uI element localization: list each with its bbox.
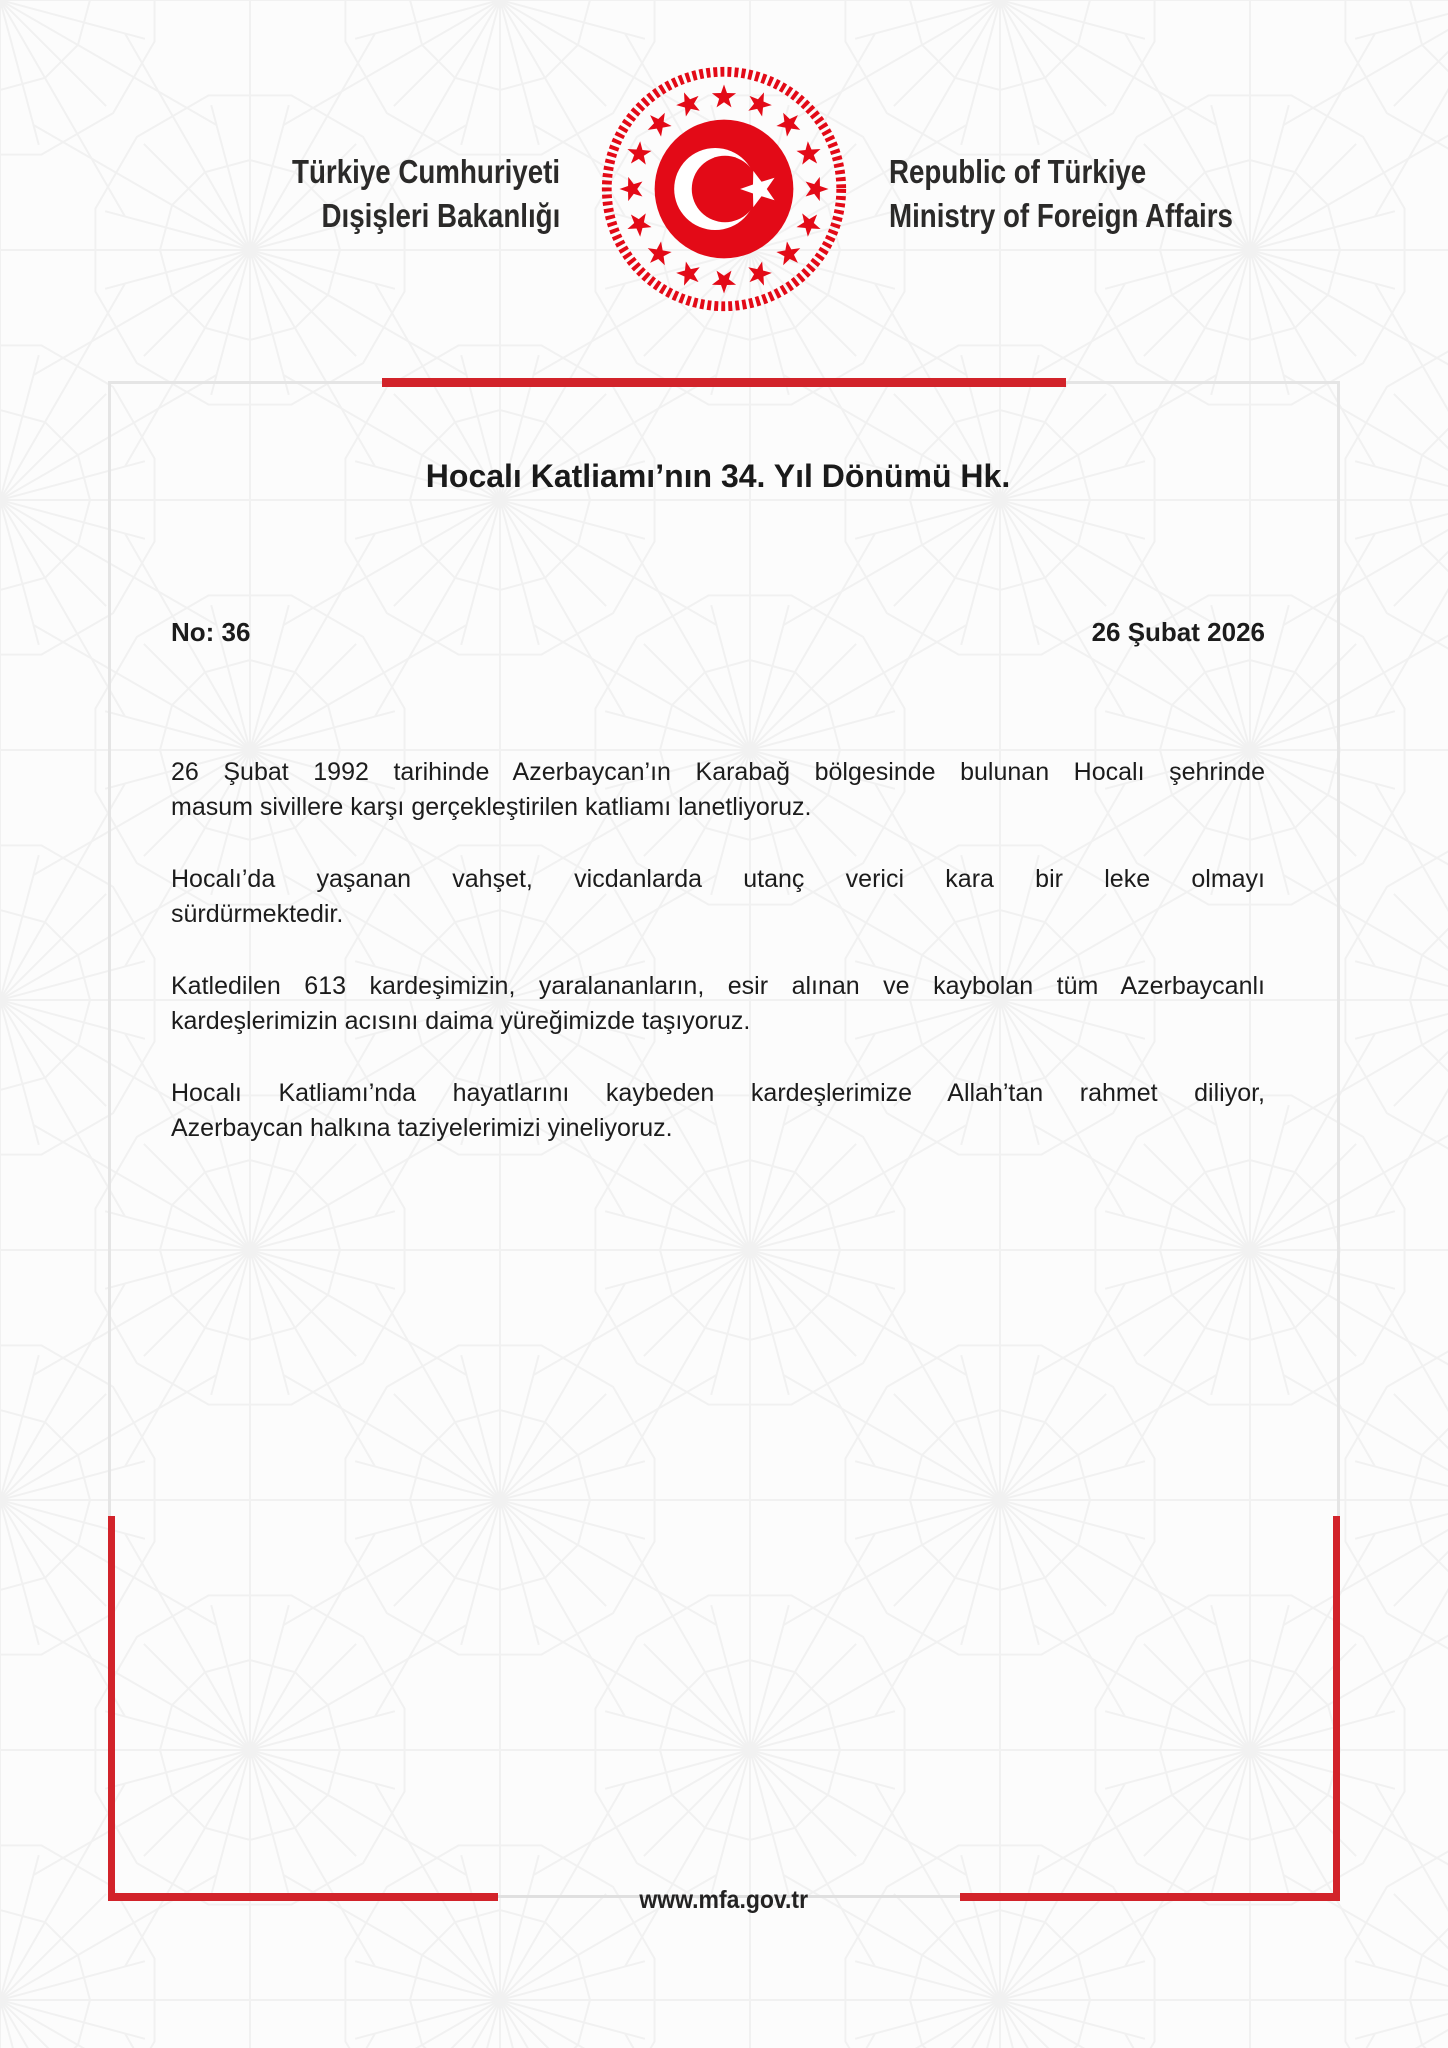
document-number: No: 36: [171, 617, 251, 647]
org-name-turkish-line2: Dışişleri Bakanlığı: [321, 197, 560, 234]
paragraph: [171, 1076, 1265, 1146]
text-line: Hocalı Katliamı’nda hayatlarını kaybeden kardeşlerimize Allah’tan rahmet diliyor,: [171, 1079, 1265, 1107]
mfa-emblem-icon: [597, 62, 851, 316]
text-line: Katledilen 613 kardeşimizin, yaralananların, esir alınan ve kaybolan tüm Azerbaycanlı: [171, 972, 1265, 1000]
text-line: Hocalı’da yaşanan vahşet, vicdanlarda utanç verici kara bir leke olmayı: [171, 865, 1265, 893]
org-name-turkish: [241, 150, 560, 238]
website-link[interactable]: www.mfa.gov.tr: [639, 1886, 809, 1914]
document-frame: [108, 381, 1340, 1914]
red-accent-left: [108, 1516, 115, 1898]
footer-website: [108, 1885, 1340, 1915]
document-date: 26 Şubat 2026: [1091, 617, 1265, 647]
text-line: sürdürmektedir.: [171, 900, 344, 928]
org-name-turkish-line1: Türkiye Cumhuriyeti: [291, 153, 560, 190]
text-line: Azerbaycan halkına taziyelerimizi yineliyoruz.: [171, 1114, 673, 1142]
paragraph: [171, 969, 1265, 1039]
org-name-english-line2: Ministry of Foreign Affairs: [889, 197, 1233, 234]
org-name-english-line1: Republic of Türkiye: [889, 153, 1147, 190]
paragraph: [171, 755, 1265, 825]
paragraph: [171, 862, 1265, 932]
paragraphs: [171, 755, 1265, 1146]
document-title: Hocalı Katliamı’nın 34. Yıl Dönümü Hk.: [425, 458, 1011, 494]
letterhead: [0, 0, 1448, 360]
red-accent-right: [1333, 1516, 1340, 1898]
text-line: masum sivillere karşı gerçekleştirilen katliamı lanetliyoruz.: [171, 793, 812, 821]
org-name-english: [889, 150, 1298, 238]
text-line: 26 Şubat 1992 tarihinde Azerbaycan’ın Karabağ bölgesinde bulunan Hocalı şehrinde: [171, 758, 1265, 786]
reference-line: [171, 615, 1265, 649]
document-content: [108, 381, 1340, 1146]
text-line: kardeşlerimizin acısını daima yüreğimizde taşıyoruz.: [171, 1007, 751, 1035]
